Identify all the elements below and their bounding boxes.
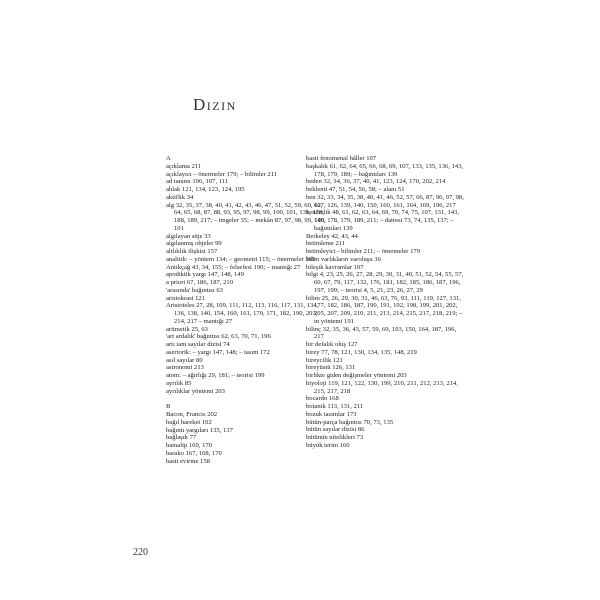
index-entry: aritmetik 25, 63 <box>166 325 208 333</box>
index-entry: bilim 25, 26, 29, 30, 31, 46, 63, 76, 93, 111, 119, 127, 131, 177, 182, 186, 187, 190, 191, 192, 198, 199, 201, 202, 205, 207, 209, 210, 211, 213, 214, 215, 217, 218, 219; – in yöntemi 191 <box>306 294 463 325</box>
index-entry: aristokrasi 121 <box>166 294 206 302</box>
index-entry: basit evirme 158 <box>166 457 210 465</box>
index-section-b-continued <box>306 155 466 450</box>
index-entry: ayrılık 85 <box>166 379 192 387</box>
index-entry: beklenti 47, 51, 54, 56, 58; – alanı 51 <box>306 186 405 193</box>
index-entry: 'art ardalık' bağıntısı 62, 63, 70, 71, 196 <box>166 333 271 341</box>
index-entry: Antikçağ 43, 34, 155; – felsefesi 190; – mantığı 27 <box>166 263 301 271</box>
index-entry: atom: – ağırlığı 29, 181; – teorisi 199 <box>166 372 265 379</box>
section-spacer <box>166 395 326 403</box>
index-entry: bireyüstü 126, 131 <box>306 364 356 372</box>
index-entry: ben 32, 33, 34, 35, 38, 40, 41, 46, 52, 57, 66, 87, 96, 97, 98, 107, 126, 139, 140, 150, 160, 161, 164, 169, 196, 217 <box>306 193 464 209</box>
index-entry: Berkeley 42, 43, 44 <box>306 232 358 240</box>
index-entry: ad tanımı 106, 107, 111 <box>166 178 229 186</box>
index-entry: bütün-parça bağıntısı 70, 73, 135 <box>306 418 394 426</box>
index-letter-b: B <box>166 403 171 411</box>
index-entry: bozuk tasımlar 173 <box>306 410 357 418</box>
index-column-right <box>306 155 466 450</box>
index-entry: birey 77, 78, 121, 130, 134, 135, 148, 219 <box>306 348 417 356</box>
index-entry: bağıntı yargıları 135, 137 <box>166 426 233 434</box>
index-entry: asertorik: – yargı 147, 148; – tasım 172 <box>166 348 270 356</box>
index-entry: bağlaşık 77 <box>166 434 197 442</box>
index-entry: bilinç 32, 35, 36, 43, 57, 59, 69, 103, 150, 164, 187, 196, 217 <box>306 325 457 341</box>
index-entry: bağıl hareket 102 <box>166 418 212 426</box>
index-entry: betimleme 211 <box>306 240 346 248</box>
index-entry: basit fenomenal hâller 107 <box>306 155 377 162</box>
index-entry: açıklama 211 <box>166 162 202 170</box>
index-entry: bamalip 169, 170 <box>166 442 212 449</box>
index-entry: bireycilik 121 <box>306 356 343 364</box>
index-entry: betimleyici - bilimler 211; – önermeler 179 <box>306 248 421 255</box>
index-entry: artı tam sayılar dizisi 74 <box>166 341 230 348</box>
index-entry: büyük terim 160 <box>306 441 350 449</box>
index-entry: bütünün nitelikleri 73 <box>306 434 364 441</box>
index-entry: bileşik kavramlar 107 <box>306 263 364 271</box>
index-letter-a: A <box>166 155 171 162</box>
index-entry: analitik: – yöntem 134; – geometri 115; – önermeler 165 <box>166 255 316 263</box>
index-entry: asıl sayılar 80 <box>166 356 203 364</box>
index-section-b <box>166 411 326 465</box>
index-entry: ahlak 121, 134, 123, 124, 195 <box>166 186 245 193</box>
page-title: Dizin <box>193 95 237 114</box>
index-entry: algılayan süje 33 <box>166 232 211 240</box>
index-entry: aktiflik 34 <box>166 193 194 201</box>
index-entry: açıklayıcı – önermeler 179; – bilimler 211 <box>166 170 278 178</box>
index-entry: barako 167, 168, 170 <box>166 449 222 457</box>
index-entry: alg 32, 35, 37, 38, 40, 41, 42, 43, 46, 47, 51, 52, 59, 60, 62, 64, 65, 68, 87, 88, 93, 95, 97, 98, 99, 100, 101, 131, 178, 188, 189, 217; – imgeler 35; – mekân 87, 97, 98, 99, 100, 101 <box>166 201 326 232</box>
index-entry: a priori 67, 186, 187, 210 <box>166 279 234 286</box>
index-column-left <box>166 155 326 465</box>
index-entry: Aristoteles 27, 28, 109, 111, 112, 113, 116, 117, 131, 134, 136, 138, 140, 154, 160, 161, 170, 171, 182, 190, 203, 214, 217 – mantığı 27 <box>166 302 319 325</box>
index-entry: astronomi 213 <box>166 364 204 372</box>
index-entry: birlikte giden değişmeler yöntemi 203 <box>306 372 407 379</box>
index-entry: botanik 113, 131, 211 <box>306 403 364 410</box>
index-entry: Bacon, Francis 202 <box>166 411 218 418</box>
index-entry: 'arasında' bağıntısı 63 <box>166 286 223 294</box>
index-entry: benzerlik 48, 61, 62, 63, 64, 69, 70, 74, 75, 107, 131, 143, 145, 178, 179, 189, 211; – dairesi 73, 74, 135, 137; – bağıntıları 139 <box>306 209 460 232</box>
index-entry: bir defalık oluş 127 <box>306 341 358 348</box>
index-entry: algılanmış objeler 99 <box>166 240 222 248</box>
index-entry: bütün sayılar dizisi 86 <box>306 426 365 434</box>
index-entry: beden 32, 34, 36, 37, 40, 41, 123, 124, 170, 202, 214 <box>306 178 446 186</box>
index-entry: ayrılıklar yöntemi 203 <box>166 387 225 395</box>
index-section-a <box>166 163 326 396</box>
index-entry: apodiktik yargı 147, 148, 149 <box>166 271 244 279</box>
index-entry: biyoloji 119, 121, 122, 130, 199, 210, 211, 212, 213, 214, 215, 217, 218 <box>306 379 458 395</box>
index-entry: başkalık 61, 62, 64, 65, 66, 68, 69, 107, 133, 135, 136, 143, 178, 179, 189; – bağıntıları 139 <box>306 162 464 178</box>
index-entry: altlıklık ilişkisi 157 <box>166 248 218 255</box>
page-number: 220 <box>133 547 148 558</box>
index-entry: bilen varlıkların varoluşu 36 <box>306 255 381 263</box>
index-entry: bocardo 168 <box>306 395 339 403</box>
index-entry: bilgi 4, 23, 25, 26, 27, 28, 29, 30, 31, 40, 51, 52, 54, 55, 57, 60, 67, 79, 117, 132, 176, 181, 182, 185, 186, 187, 196, 197, 199; – teorisi 4, 5, 21, 23, 26, 27, 29 <box>306 271 464 294</box>
